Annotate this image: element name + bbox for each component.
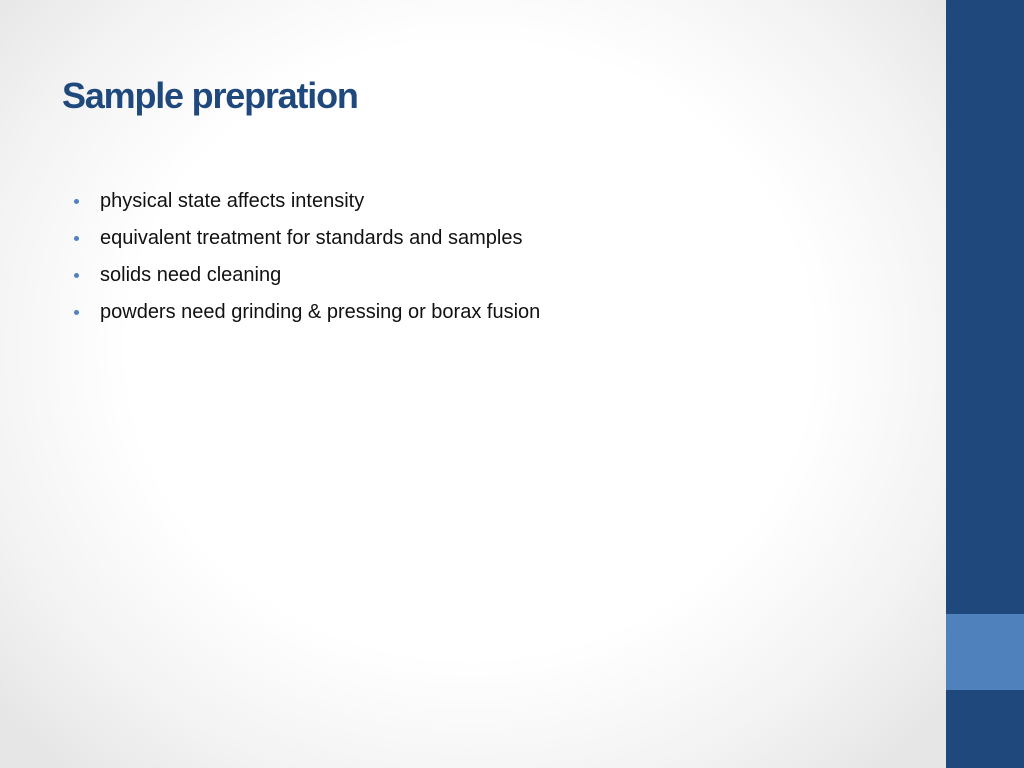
slide-title: Sample prepration [62, 75, 358, 116]
bullet-icon [74, 310, 79, 315]
list-item [72, 183, 540, 220]
decorative-sidebar [946, 0, 1024, 768]
bullet-icon [74, 273, 79, 278]
bullet-text: equivalent treatment for standards and samples [100, 227, 523, 249]
bullet-icon [74, 236, 79, 241]
bullet-text: powders need grinding & pressing or borax fusion [100, 301, 541, 323]
list-item [72, 220, 540, 257]
bullet-list [72, 183, 540, 331]
sidebar-accent-block [946, 614, 1024, 690]
list-item [72, 294, 540, 331]
list-item [72, 257, 540, 294]
bullet-icon [74, 199, 79, 204]
bullet-text: physical state affects intensity [100, 190, 365, 212]
bullet-text: solids need cleaning [100, 264, 282, 286]
